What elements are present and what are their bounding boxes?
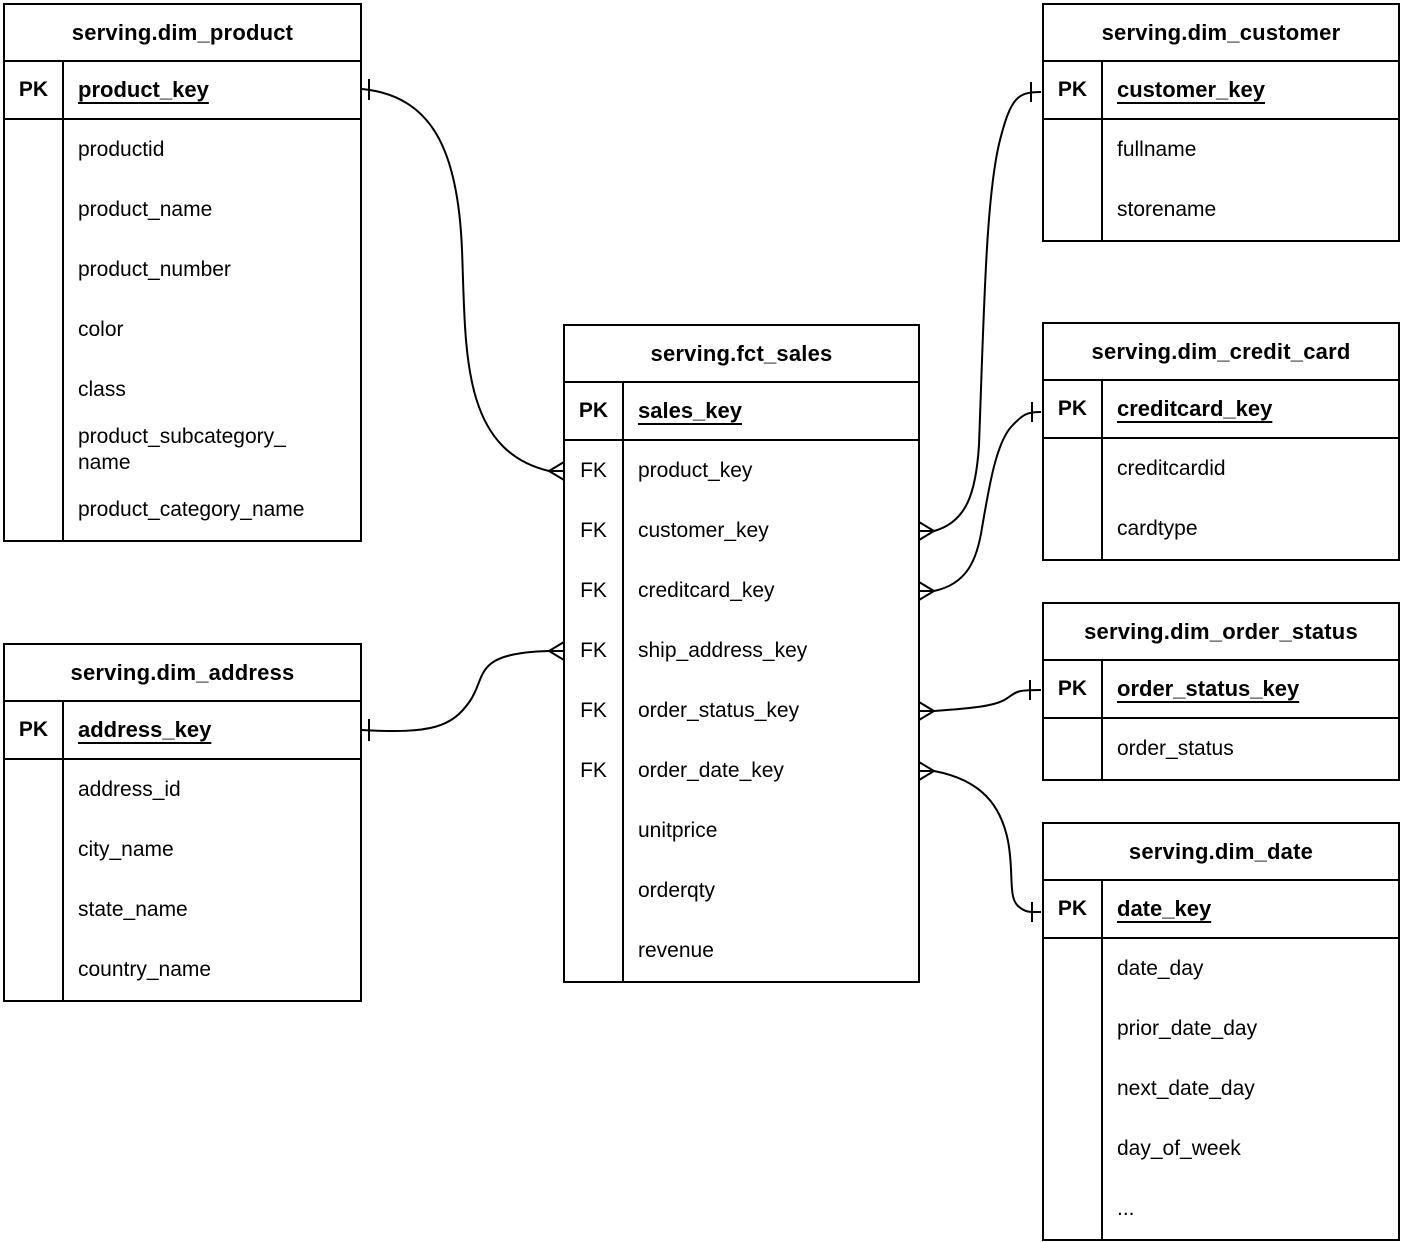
entity-dim-product[interactable] — [3, 3, 362, 542]
relationship-line — [934, 92, 1041, 531]
key-badge — [565, 921, 624, 981]
pk-field-name: order_status_key — [1117, 676, 1300, 701]
pk-badge: PK — [1044, 62, 1103, 118]
key-badge — [5, 480, 64, 540]
field-row — [565, 801, 918, 861]
pk-field-name: date_key — [1117, 896, 1212, 921]
field-row — [5, 240, 360, 300]
field-name: ... — [1117, 1197, 1135, 1220]
crowfoot-many-marker — [549, 462, 564, 480]
field-name: unitprice — [638, 819, 718, 842]
entity-dim-date[interactable] — [1042, 822, 1400, 1241]
key-badge — [1044, 1179, 1103, 1239]
entity-title: serving.dim_credit_card — [1044, 324, 1398, 381]
entity-dim-address[interactable] — [3, 643, 362, 1002]
field-row — [5, 420, 360, 480]
entity-dim-credit-card[interactable] — [1042, 322, 1400, 561]
field-row — [5, 360, 360, 420]
connector-product-sales[interactable] — [362, 79, 564, 480]
key-badge — [565, 861, 624, 921]
field-list — [1044, 120, 1398, 240]
pk-field-name: creditcard_key — [1117, 396, 1273, 421]
crowfoot-many-marker — [919, 522, 934, 540]
field-row — [5, 820, 360, 880]
pk-row — [1044, 62, 1398, 120]
field-name: fullname — [1117, 138, 1197, 161]
fk-badge: FK — [565, 501, 624, 561]
crowfoot-many-marker — [919, 582, 934, 600]
field-row — [565, 921, 918, 981]
key-badge — [5, 760, 64, 820]
relationship-line — [934, 412, 1041, 591]
field-row — [5, 120, 360, 180]
field-name: product_name — [78, 198, 213, 221]
field-name: class — [78, 378, 126, 401]
field-list — [5, 120, 360, 540]
field-row — [5, 760, 360, 820]
field-row — [565, 561, 918, 621]
pk-badge: PK — [1044, 881, 1103, 937]
fk-badge: FK — [565, 561, 624, 621]
key-badge — [1044, 1059, 1103, 1119]
connector-sales-customer[interactable] — [919, 82, 1041, 540]
relationship-line — [361, 651, 549, 731]
field-name: product_category_name — [78, 498, 305, 521]
field-name: revenue — [638, 939, 714, 962]
field-list — [1044, 719, 1398, 779]
field-name: country_name — [78, 958, 212, 981]
key-badge — [1044, 719, 1103, 779]
key-badge — [1044, 439, 1103, 499]
pk-row — [1044, 881, 1398, 939]
pk-field-name: sales_key — [638, 398, 742, 423]
field-name: product_number — [78, 258, 231, 281]
field-name: creditcardid — [1117, 457, 1226, 480]
key-badge — [5, 120, 64, 180]
key-badge — [565, 801, 624, 861]
field-name: address_id — [78, 778, 181, 801]
crowfoot-many-marker — [919, 762, 934, 780]
connector-sales-order-status[interactable] — [919, 680, 1041, 720]
field-row — [5, 300, 360, 360]
pk-field-name: product_key — [78, 77, 209, 102]
field-name: order_date_key — [638, 759, 784, 782]
field-name: color — [78, 318, 124, 341]
key-badge — [1044, 1119, 1103, 1179]
key-badge — [5, 880, 64, 940]
field-row — [565, 501, 918, 561]
pk-row — [1044, 661, 1398, 719]
pk-row — [565, 383, 918, 441]
entity-title: serving.dim_product — [5, 5, 360, 62]
pk-row — [5, 702, 360, 760]
field-row — [1044, 719, 1398, 779]
field-row — [5, 480, 360, 540]
pk-badge: PK — [1044, 381, 1103, 437]
field-name: ship_address_key — [638, 639, 808, 662]
pk-row — [5, 62, 360, 120]
field-name: order_status — [1117, 737, 1234, 760]
field-row — [565, 861, 918, 921]
field-name: orderqty — [638, 879, 716, 902]
pk-badge: PK — [5, 62, 64, 118]
entity-dim-order-status[interactable] — [1042, 602, 1400, 781]
field-name: state_name — [78, 898, 188, 921]
connector-sales-date[interactable] — [919, 762, 1041, 922]
key-badge — [5, 240, 64, 300]
field-row — [1044, 499, 1398, 559]
field-row — [565, 621, 918, 681]
entity-title: serving.dim_address — [5, 645, 360, 702]
key-badge — [5, 420, 64, 480]
field-name: productid — [78, 138, 165, 161]
pk-badge: PK — [5, 702, 64, 758]
field-row — [1044, 180, 1398, 240]
field-row — [1044, 939, 1398, 999]
key-badge — [5, 820, 64, 880]
field-name: next_date_day — [1117, 1077, 1255, 1100]
crowfoot-many-marker — [549, 642, 564, 660]
field-row — [5, 940, 360, 1000]
fk-badge: FK — [565, 441, 624, 501]
field-name: product_key — [638, 459, 753, 482]
field-row — [5, 880, 360, 940]
field-name: prior_date_day — [1117, 1017, 1258, 1040]
pk-field-name: customer_key — [1117, 77, 1265, 102]
field-row — [1044, 1059, 1398, 1119]
fk-badge: FK — [565, 741, 624, 801]
fk-badge: FK — [565, 621, 624, 681]
field-list — [5, 760, 360, 1000]
field-list — [1044, 439, 1398, 559]
field-name: creditcard_key — [638, 579, 775, 602]
key-badge — [5, 180, 64, 240]
field-row — [1044, 1119, 1398, 1179]
field-list — [1044, 939, 1398, 1239]
entity-fct-sales[interactable] — [563, 324, 920, 983]
key-badge — [1044, 180, 1103, 240]
pk-row — [1044, 381, 1398, 439]
field-name: product_subcategory_ — [78, 425, 286, 448]
field-row — [1044, 999, 1398, 1059]
field-name: city_name — [78, 838, 174, 861]
key-badge — [5, 940, 64, 1000]
key-badge — [1044, 939, 1103, 999]
field-name: date_day — [1117, 957, 1204, 980]
relationship-line — [934, 771, 1041, 912]
field-name: order_status_key — [638, 699, 800, 722]
relationship-line — [362, 89, 549, 471]
pk-badge: PK — [1044, 661, 1103, 717]
key-badge — [5, 360, 64, 420]
field-name: name — [78, 451, 131, 474]
field-row — [565, 741, 918, 801]
entity-title: serving.dim_order_status — [1044, 604, 1398, 661]
field-row — [5, 180, 360, 240]
field-name: storename — [1117, 198, 1217, 221]
field-row — [1044, 439, 1398, 499]
connector-address-sales[interactable] — [361, 642, 564, 741]
entity-dim-customer[interactable] — [1042, 3, 1400, 242]
entity-title: serving.fct_sales — [565, 326, 918, 383]
key-badge — [1044, 499, 1103, 559]
field-row — [565, 441, 918, 501]
field-name: cardtype — [1117, 517, 1198, 540]
field-row — [1044, 120, 1398, 180]
pk-field-name: address_key — [78, 717, 212, 742]
field-name: day_of_week — [1117, 1137, 1241, 1160]
key-badge — [1044, 999, 1103, 1059]
key-badge — [5, 300, 64, 360]
entity-title: serving.dim_customer — [1044, 5, 1398, 62]
field-row — [565, 681, 918, 741]
field-name: customer_key — [638, 519, 769, 542]
field-list — [565, 441, 918, 981]
field-row — [1044, 1179, 1398, 1239]
fk-badge: FK — [565, 681, 624, 741]
crowfoot-many-marker — [919, 702, 934, 720]
pk-badge: PK — [565, 383, 624, 439]
relationship-line — [934, 690, 1041, 711]
key-badge — [1044, 120, 1103, 180]
entity-title: serving.dim_date — [1044, 824, 1398, 881]
